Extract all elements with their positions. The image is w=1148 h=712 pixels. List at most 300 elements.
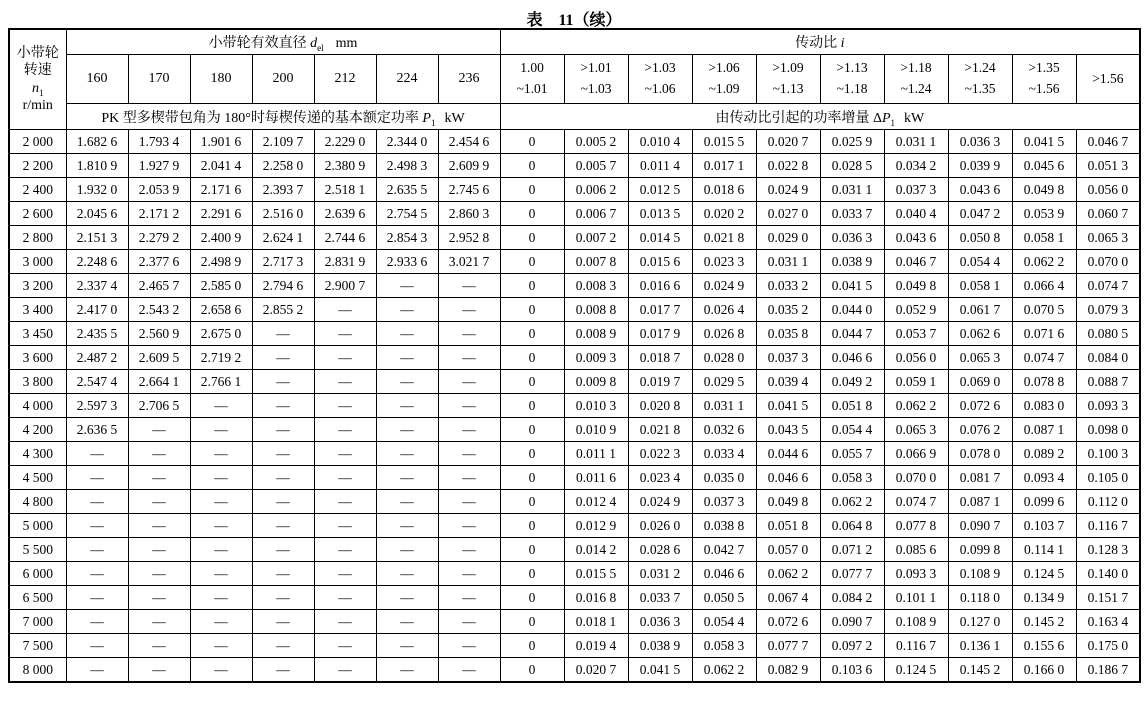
- table-row: [9, 490, 1140, 514]
- delta-cell: 0: [500, 490, 564, 514]
- delta-cell: 0.077 7: [756, 634, 820, 658]
- power-cell: —: [376, 610, 438, 634]
- power-cell: —: [128, 466, 190, 490]
- power-cell: —: [252, 370, 314, 394]
- speed-cell: 4 300: [9, 442, 66, 466]
- speed-cell: 2 000: [9, 130, 66, 154]
- power-cell: —: [376, 298, 438, 322]
- delta-cell: 0.079 3: [1076, 298, 1140, 322]
- power-cell: —: [314, 442, 376, 466]
- delta-cell: 0.078 0: [948, 442, 1012, 466]
- power-cell: —: [376, 658, 438, 683]
- delta-cell: 0.026 4: [692, 298, 756, 322]
- delta-cell: 0.070 5: [1012, 298, 1076, 322]
- table-row: [9, 322, 1140, 346]
- power-cell: —: [252, 538, 314, 562]
- delta-cell: 0.020 7: [564, 658, 628, 683]
- power-cell: 2.831 9: [314, 250, 376, 274]
- power-cell: —: [66, 514, 128, 538]
- power-cell: —: [190, 514, 252, 538]
- power-cell: —: [314, 610, 376, 634]
- delta-cell: 0.028 6: [628, 538, 692, 562]
- power-cell: —: [438, 634, 500, 658]
- power-cell: —: [438, 418, 500, 442]
- group-header-row: [9, 29, 1140, 55]
- delta-cell: 0: [500, 418, 564, 442]
- power-cell: 2.229 0: [314, 130, 376, 154]
- delta-cell: 0.118 0: [948, 586, 1012, 610]
- delta-cell: 0.018 6: [692, 178, 756, 202]
- delta-cell: 0.009 8: [564, 370, 628, 394]
- table-row: [9, 154, 1140, 178]
- power-cell: 1.901 6: [190, 130, 252, 154]
- delta-cell: 0.082 9: [756, 658, 820, 683]
- delta-cell: 0.032 6: [692, 418, 756, 442]
- power-cell: 2.745 6: [438, 178, 500, 202]
- power-cell: —: [128, 634, 190, 658]
- delta-cell: 0.028 5: [820, 154, 884, 178]
- power-cell: 2.719 2: [190, 346, 252, 370]
- delta-cell: 0.010 3: [564, 394, 628, 418]
- delta-cell: 0.074 7: [1076, 274, 1140, 298]
- delta-cell: 0.127 0: [948, 610, 1012, 634]
- diameter-column-header: 236: [438, 55, 500, 104]
- delta-cell: 0.053 9: [1012, 202, 1076, 226]
- table-row: [9, 394, 1140, 418]
- delta-cell: 0.029 0: [756, 226, 820, 250]
- delta-cell: 0.038 8: [692, 514, 756, 538]
- power-cell: 2.518 1: [314, 178, 376, 202]
- delta-cell: 0.128 3: [1076, 538, 1140, 562]
- delta-cell: 0.007 2: [564, 226, 628, 250]
- delta-cell: 0.070 0: [1076, 250, 1140, 274]
- table-row: [9, 634, 1140, 658]
- speed-cell: 6 000: [9, 562, 66, 586]
- power-cell: —: [314, 322, 376, 346]
- speed-label-line1: 小带轮: [16, 46, 59, 62]
- power-cell: 2.854 3: [376, 226, 438, 250]
- power-cell: —: [190, 658, 252, 683]
- table-row: [9, 514, 1140, 538]
- power-cell: 2.543 2: [128, 298, 190, 322]
- power-cell: 2.658 6: [190, 298, 252, 322]
- power-cell: 2.560 9: [128, 322, 190, 346]
- power-cell: —: [438, 562, 500, 586]
- speed-cell: 4 000: [9, 394, 66, 418]
- power-cell: —: [252, 466, 314, 490]
- power-cell: 2.171 6: [190, 178, 252, 202]
- delta-cell: 0.010 9: [564, 418, 628, 442]
- delta-cell: 0.010 4: [628, 130, 692, 154]
- ratio-column-header: >1.18 ~1.24: [884, 55, 948, 104]
- delta-cell: 0.024 9: [692, 274, 756, 298]
- delta-cell: 0.066 9: [884, 442, 948, 466]
- diameter-column-header: 224: [376, 55, 438, 104]
- delta-cell: 0.049 8: [756, 490, 820, 514]
- power-cell: —: [438, 658, 500, 683]
- delta-cell: 0.007 8: [564, 250, 628, 274]
- ratio-column-header: >1.06 ~1.09: [692, 55, 756, 104]
- delta-cell: 0.039 9: [948, 154, 1012, 178]
- speed-cell: 2 600: [9, 202, 66, 226]
- delta-cell: 0.031 1: [756, 250, 820, 274]
- delta-cell: 0.074 7: [884, 490, 948, 514]
- table-row: [9, 586, 1140, 610]
- power-cell: 2.053 9: [128, 178, 190, 202]
- delta-cell: 0.035 2: [756, 298, 820, 322]
- power-cell: 2.794 6: [252, 274, 314, 298]
- delta-cell: 0: [500, 586, 564, 610]
- delta-cell: 0.069 0: [948, 370, 1012, 394]
- power-cell: —: [190, 538, 252, 562]
- ratio-column-header: 1.00 ~1.01: [500, 55, 564, 104]
- power-cell: 2.855 2: [252, 298, 314, 322]
- power-cell: —: [128, 610, 190, 634]
- power-cell: —: [190, 586, 252, 610]
- delta-cell: 0.058 1: [948, 274, 1012, 298]
- power-cell: 2.547 4: [66, 370, 128, 394]
- speed-column-header: [9, 29, 66, 130]
- delta-cell: 0: [500, 346, 564, 370]
- delta-cell: 0.019 4: [564, 634, 628, 658]
- diameter-column-header: 200: [252, 55, 314, 104]
- delta-cell: 0.071 6: [1012, 322, 1076, 346]
- table-row: [9, 610, 1140, 634]
- table-row: [9, 538, 1140, 562]
- delta-cell: 0.084 2: [820, 586, 884, 610]
- delta-cell: 0.021 8: [692, 226, 756, 250]
- delta-cell: 0.083 0: [1012, 394, 1076, 418]
- power-cell: —: [376, 322, 438, 346]
- power-cell: —: [252, 442, 314, 466]
- delta-cell: 0.012 5: [628, 178, 692, 202]
- power-cell: —: [376, 538, 438, 562]
- delta-cell: 0.014 2: [564, 538, 628, 562]
- delta-cell: 0.052 9: [884, 298, 948, 322]
- power-cell: —: [314, 466, 376, 490]
- delta-cell: 0.033 2: [756, 274, 820, 298]
- delta-cell: 0.015 6: [628, 250, 692, 274]
- speed-cell: 4 500: [9, 466, 66, 490]
- ratio-column-header: >1.09 ~1.13: [756, 55, 820, 104]
- delta-cell: 0.019 7: [628, 370, 692, 394]
- diameter-column-header: 212: [314, 55, 376, 104]
- delta-cell: 0.018 7: [628, 346, 692, 370]
- power-cell: —: [314, 562, 376, 586]
- power-cell: —: [190, 490, 252, 514]
- delta-cell: 0.040 4: [884, 202, 948, 226]
- power-cell: —: [66, 562, 128, 586]
- delta-cell: 0.024 9: [628, 490, 692, 514]
- power-cell: —: [314, 346, 376, 370]
- power-cell: 2.624 1: [252, 226, 314, 250]
- power-cell: —: [252, 586, 314, 610]
- speed-cell: 5 000: [9, 514, 66, 538]
- power-cell: —: [438, 394, 500, 418]
- delta-cell: 0.044 7: [820, 322, 884, 346]
- delta-cell: 0: [500, 130, 564, 154]
- delta-cell: 0.020 8: [628, 394, 692, 418]
- delta-cell: 0.023 4: [628, 466, 692, 490]
- power-cell: —: [190, 562, 252, 586]
- speed-cell: 2 400: [9, 178, 66, 202]
- delta-cell: 0.163 4: [1076, 610, 1140, 634]
- delta-cell: 0.005 2: [564, 130, 628, 154]
- delta-cell: 0.046 7: [884, 250, 948, 274]
- delta-cell: 0.058 3: [692, 634, 756, 658]
- delta-cell: 0.006 2: [564, 178, 628, 202]
- power-cell: 2.498 9: [190, 250, 252, 274]
- delta-cell: 0.112 0: [1076, 490, 1140, 514]
- delta-cell: 0.056 0: [1076, 178, 1140, 202]
- power-cell: 2.900 7: [314, 274, 376, 298]
- table-row: [9, 442, 1140, 466]
- delta-cell: 0.036 3: [628, 610, 692, 634]
- power-cell: —: [314, 586, 376, 610]
- power-cell: —: [252, 562, 314, 586]
- power-cell: —: [438, 370, 500, 394]
- speed-cell: 3 450: [9, 322, 66, 346]
- power-cell: 1.932 0: [66, 178, 128, 202]
- power-cell: —: [438, 298, 500, 322]
- delta-cell: 0.060 7: [1076, 202, 1140, 226]
- power-cell: —: [376, 418, 438, 442]
- delta-cell: 0.103 7: [1012, 514, 1076, 538]
- power-cell: —: [190, 442, 252, 466]
- power-cell: —: [438, 514, 500, 538]
- table-row: [9, 346, 1140, 370]
- speed-cell: 7 000: [9, 610, 66, 634]
- power-cell: 2.400 9: [190, 226, 252, 250]
- delta-cell: 0.062 2: [756, 562, 820, 586]
- delta-cell: 0.035 0: [692, 466, 756, 490]
- delta-cell: 0: [500, 394, 564, 418]
- delta-cell: 0.067 4: [756, 586, 820, 610]
- delta-cell: 0.101 1: [884, 586, 948, 610]
- power-cell: —: [252, 490, 314, 514]
- delta-cell: 0.078 8: [1012, 370, 1076, 394]
- power-cell: 2.516 0: [252, 202, 314, 226]
- power-cell: 2.498 3: [376, 154, 438, 178]
- speed-cell: 7 500: [9, 634, 66, 658]
- power-cell: 2.109 7: [252, 130, 314, 154]
- power-cell: —: [376, 394, 438, 418]
- delta-cell: 0.046 6: [692, 562, 756, 586]
- power-cell: —: [128, 514, 190, 538]
- delta-cell: 0.036 3: [948, 130, 1012, 154]
- delta-cell: 0.093 3: [884, 562, 948, 586]
- delta-cell: 0.046 6: [820, 346, 884, 370]
- delta-cell: 0.062 2: [1012, 250, 1076, 274]
- delta-cell: 0: [500, 658, 564, 683]
- power-cell: —: [376, 370, 438, 394]
- delta-cell: 0: [500, 514, 564, 538]
- delta-cell: 0.077 7: [820, 562, 884, 586]
- power-cell: 2.151 3: [66, 226, 128, 250]
- delta-cell: 0.015 5: [692, 130, 756, 154]
- power-cell: 2.609 5: [128, 346, 190, 370]
- delta-cell: 0.088 7: [1076, 370, 1140, 394]
- power-cell: —: [438, 538, 500, 562]
- power-cell: 2.377 6: [128, 250, 190, 274]
- power-cell: 2.675 0: [190, 322, 252, 346]
- delta-cell: 0.064 8: [820, 514, 884, 538]
- delta-cell: 0.041 5: [756, 394, 820, 418]
- power-cell: 2.639 6: [314, 202, 376, 226]
- delta-cell: 0: [500, 154, 564, 178]
- delta-cell: 0.099 8: [948, 538, 1012, 562]
- power-cell: 2.279 2: [128, 226, 190, 250]
- column-values-row: [9, 55, 1140, 104]
- delta-cell: 0.038 9: [628, 634, 692, 658]
- power-cell: —: [314, 658, 376, 683]
- power-cell: —: [128, 490, 190, 514]
- power-cell: —: [252, 514, 314, 538]
- delta-cell: 0.140 0: [1076, 562, 1140, 586]
- power-cell: —: [314, 418, 376, 442]
- power-cell: —: [66, 490, 128, 514]
- delta-cell: 0.031 1: [692, 394, 756, 418]
- delta-cell: 0.016 8: [564, 586, 628, 610]
- table-row: [9, 370, 1140, 394]
- delta-cell: 0.023 3: [692, 250, 756, 274]
- delta-cell: 0: [500, 634, 564, 658]
- delta-cell: 0.020 7: [756, 130, 820, 154]
- delta-cell: 0: [500, 466, 564, 490]
- delta-cell: 0.145 2: [1012, 610, 1076, 634]
- delta-cell: 0.065 3: [948, 346, 1012, 370]
- power-cell: —: [314, 634, 376, 658]
- speed-cell: 5 500: [9, 538, 66, 562]
- delta-cell: 0.070 0: [884, 466, 948, 490]
- power-cell: —: [438, 586, 500, 610]
- speed-cell: 3 400: [9, 298, 66, 322]
- power-cell: —: [190, 610, 252, 634]
- delta-cell: 0.065 3: [1076, 226, 1140, 250]
- delta-cell: 0.045 6: [1012, 154, 1076, 178]
- delta-cell: 0.041 5: [820, 274, 884, 298]
- delta-cell: 0.011 6: [564, 466, 628, 490]
- delta-cell: 0.034 2: [884, 154, 948, 178]
- delta-cell: 0.042 7: [692, 538, 756, 562]
- power-cell: —: [376, 634, 438, 658]
- power-cell: —: [314, 394, 376, 418]
- power-cell: 2.291 6: [190, 202, 252, 226]
- delta-cell: 0.058 1: [1012, 226, 1076, 250]
- power-cell: 2.454 6: [438, 130, 500, 154]
- power-cell: 2.635 5: [376, 178, 438, 202]
- delta-cell: 0.059 1: [884, 370, 948, 394]
- delta-cell: 0.062 2: [692, 658, 756, 683]
- delta-cell: 0.047 2: [948, 202, 1012, 226]
- delta-cell: 0.105 0: [1076, 466, 1140, 490]
- power-cell: 2.435 5: [66, 322, 128, 346]
- delta-cell: 0.124 5: [1012, 562, 1076, 586]
- delta-cell: 0.044 6: [756, 442, 820, 466]
- delta-cell: 0.062 6: [948, 322, 1012, 346]
- delta-cell: 0.041 5: [1012, 130, 1076, 154]
- power-cell: 2.258 0: [252, 154, 314, 178]
- power-cell: —: [314, 538, 376, 562]
- delta-cell: 0.014 5: [628, 226, 692, 250]
- delta-cell: 0.057 0: [756, 538, 820, 562]
- delta-cell: 0.009 3: [564, 346, 628, 370]
- speed-symbol: $n_1$: [32, 80, 44, 98]
- diameter-column-header: 180: [190, 55, 252, 104]
- delta-cell: 0.108 9: [884, 610, 948, 634]
- ratio-column-header: >1.01 ~1.03: [564, 55, 628, 104]
- delta-cell: 0.145 2: [948, 658, 1012, 683]
- power-cell: —: [314, 298, 376, 322]
- delta-cell: 0: [500, 298, 564, 322]
- delta-cell: 0.008 9: [564, 322, 628, 346]
- delta-cell: 0.089 2: [1012, 442, 1076, 466]
- power-cell: —: [438, 466, 500, 490]
- power-cell: —: [190, 394, 252, 418]
- delta-cell: 0.041 5: [628, 658, 692, 683]
- delta-cell: 0.055 7: [820, 442, 884, 466]
- power-cell: 2.344 0: [376, 130, 438, 154]
- delta-cell: 0.134 9: [1012, 586, 1076, 610]
- ratio-column-header: >1.56: [1076, 55, 1140, 104]
- diameter-group-header: 小带轮有效直径 $d_{el}$ mm: [66, 29, 500, 55]
- rated-power-table: [8, 28, 1141, 683]
- power-cell: —: [66, 442, 128, 466]
- power-cell: —: [376, 586, 438, 610]
- delta-cell: 0.046 6: [756, 466, 820, 490]
- delta-cell: 0.036 3: [820, 226, 884, 250]
- delta-cell: 0.027 0: [756, 202, 820, 226]
- power-cell: —: [438, 322, 500, 346]
- power-cell: 2.952 8: [438, 226, 500, 250]
- power-cell: —: [376, 274, 438, 298]
- delta-cell: 0.056 0: [884, 346, 948, 370]
- delta-cell: 0.151 7: [1076, 586, 1140, 610]
- power-cell: 2.380 9: [314, 154, 376, 178]
- delta-cell: 0.116 7: [884, 634, 948, 658]
- delta-cell: 0.022 3: [628, 442, 692, 466]
- delta-cell: 0.051 3: [1076, 154, 1140, 178]
- delta-cell: 0.037 3: [884, 178, 948, 202]
- power-cell: —: [252, 346, 314, 370]
- delta-cell: 0.025 9: [820, 130, 884, 154]
- ratio-column-header: >1.13 ~1.18: [820, 55, 884, 104]
- table-row: [9, 178, 1140, 202]
- delta-cell: 0.017 7: [628, 298, 692, 322]
- delta-cell: 0.103 6: [820, 658, 884, 683]
- delta-cell: 0.026 8: [692, 322, 756, 346]
- delta-cell: 0.008 8: [564, 298, 628, 322]
- delta-cell: 0: [500, 274, 564, 298]
- power-cell: —: [314, 514, 376, 538]
- speed-cell: 4 200: [9, 418, 66, 442]
- delta-cell: 0.062 2: [820, 490, 884, 514]
- power-cell: 2.609 9: [438, 154, 500, 178]
- delta-cell: 0: [500, 178, 564, 202]
- delta-cell: 0.054 4: [692, 610, 756, 634]
- power-cell: 2.393 7: [252, 178, 314, 202]
- delta-cell: 0.031 2: [628, 562, 692, 586]
- delta-cell: 0.043 6: [884, 226, 948, 250]
- delta-cell: 0.020 2: [692, 202, 756, 226]
- delta-cell: 0.044 0: [820, 298, 884, 322]
- power-cell: —: [376, 346, 438, 370]
- power-cell: —: [376, 466, 438, 490]
- delta-cell: 0.043 6: [948, 178, 1012, 202]
- table-row: [9, 298, 1140, 322]
- table-row: [9, 658, 1140, 683]
- delta-cell: 0.028 0: [692, 346, 756, 370]
